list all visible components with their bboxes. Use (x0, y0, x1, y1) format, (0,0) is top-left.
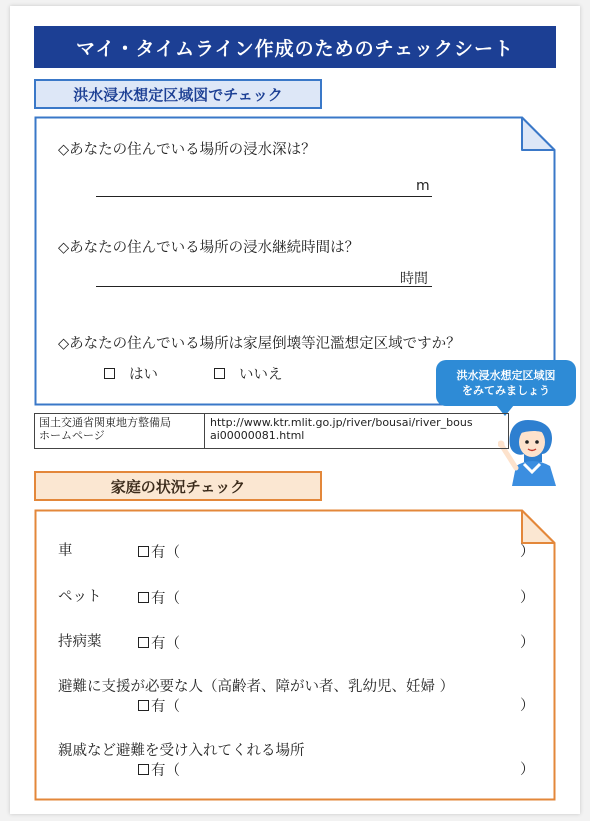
checkbox-support-needed[interactable] (138, 700, 149, 711)
unit-meters: m (416, 178, 430, 194)
row-close-pet: ） (520, 590, 535, 606)
question-collapse-zone: ◇あなたの住んでいる場所は家屋倒壊等氾濫想定区域ですか？ (58, 336, 461, 352)
row-check-car[interactable] (138, 541, 180, 562)
row-label-medicine: 持病薬 (58, 634, 102, 650)
checkbox-car[interactable] (138, 546, 149, 557)
reference-source-line1: 国土交通省関東地方整備局 (39, 416, 171, 429)
row-label-support-needed: 避難に支援が必要な人（高齢者、障がい者、乳幼児、妊婦 ） (58, 679, 455, 695)
reference-source-line2: ホームページ (39, 429, 105, 442)
row-label-pet: ペット (58, 589, 102, 605)
hint-bubble (436, 360, 576, 406)
choice-yes-label: はい (129, 367, 158, 383)
checkbox-relatives-shelter[interactable] (138, 764, 149, 775)
row-check-relatives-shelter[interactable] (138, 759, 180, 780)
household-check-panel (34, 509, 556, 801)
page-title: マイ・タイムライン作成のためのチェックシート (34, 26, 556, 68)
check-sheet-page (10, 6, 580, 814)
reference-url-line1: http://www.ktr.mlit.go.jp/river/bousai/river_bous (210, 416, 473, 429)
row-check-pet[interactable] (138, 587, 180, 608)
unit-hours: 時間 (400, 271, 428, 287)
row-label-relatives-shelter: 親戚など避難を受け入れてくれる場所 (58, 743, 305, 759)
answer-line-duration[interactable] (96, 286, 432, 287)
section-label-household: 家庭の状況チェック (34, 471, 322, 501)
reference-url-link[interactable] (205, 414, 508, 448)
reference-url-line2: ai00000081.html (210, 429, 305, 442)
row-check-pet-label: 有（ (151, 591, 180, 607)
hint-bubble-line2: をみてみましょう (462, 384, 550, 397)
row-close-car: ） (520, 544, 535, 560)
checkbox-yes[interactable] (104, 368, 115, 379)
row-label-car: 車 (58, 543, 73, 559)
row-check-car-label: 有（ (151, 545, 180, 561)
question-flood-duration: ◇あなたの住んでいる場所の浸水継続時間は？ (58, 240, 360, 256)
choice-no[interactable] (214, 363, 283, 384)
choice-no-label: いいえ (239, 367, 283, 383)
row-check-support-needed-label: 有（ (151, 699, 180, 715)
row-check-relatives-shelter-label: 有（ (151, 763, 180, 779)
row-close-support-needed: ） (520, 698, 535, 714)
section-label-flood-map: 洪水浸水想定区域図でチェック (34, 79, 322, 109)
checkbox-no[interactable] (214, 368, 225, 379)
row-check-medicine[interactable] (138, 632, 180, 653)
hint-bubble-line1: 洪水浸水想定区域図 (456, 369, 556, 382)
row-close-medicine: ） (520, 635, 535, 651)
reference-table (34, 413, 509, 449)
choice-yes[interactable] (104, 363, 158, 384)
question-flood-depth: ◇あなたの住んでいる場所の浸水深は？ (58, 142, 316, 158)
checkbox-medicine[interactable] (138, 637, 149, 648)
row-check-support-needed[interactable] (138, 695, 180, 716)
answer-line-depth[interactable] (96, 196, 432, 197)
row-check-medicine-label: 有（ (151, 636, 180, 652)
checkbox-pet[interactable] (138, 592, 149, 603)
reference-source (35, 414, 205, 448)
row-close-relatives-shelter: ） (520, 762, 535, 778)
